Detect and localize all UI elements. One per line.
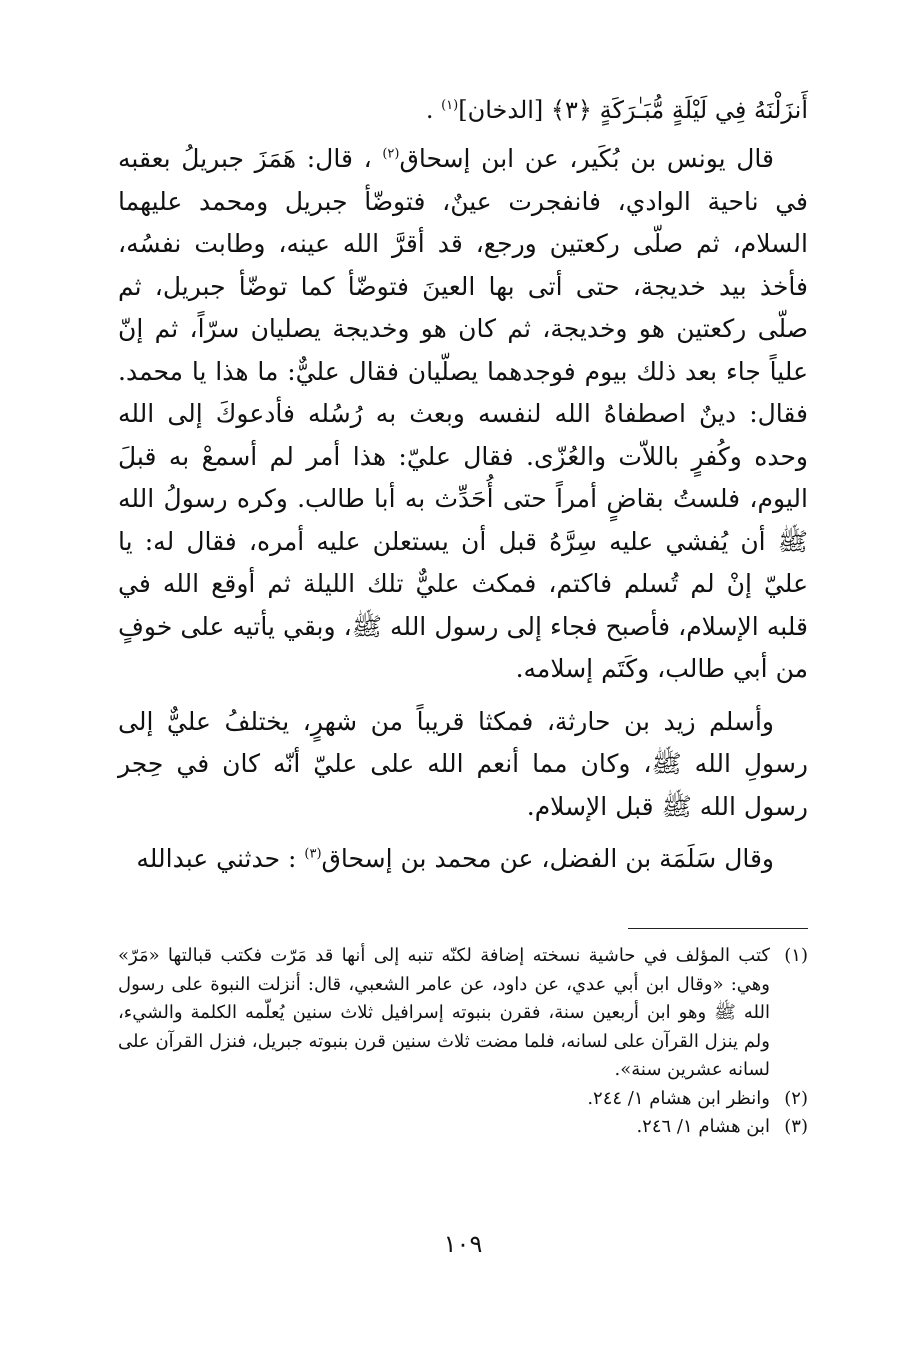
paragraph-1 bbox=[118, 138, 808, 691]
footnote-3 bbox=[118, 1113, 808, 1142]
footnote-ref-1: (١) bbox=[441, 98, 459, 113]
footnote-number: (٢) bbox=[784, 1087, 808, 1109]
paragraph-text: ، قال: هَمَزَ جبريلُ بعقبه في ناحية الوادي، فانفجرت عينٌ، فتوضّأ جبريل ومحمد عليهما السلام، ثم صلّى ركعتين ورجع، قد أقرَّ الله عينه، وطابت نفسُه، فأخذ بيد خديجة، حتى أتى بها العينَ فتوضّأ كما توضّأ جبريل، ثم صلّى ركعتين هو وخديجة، ثم كان هو وخديجة يصليان سرّاً، ثم إنّ علياً جاء بعد ذلك بيوم فوجدهما يصلّيان فقال عليٌّ: ما هذا يا محمد. فقال: دينٌ اصطفاهُ الله لنفسه وبعث به رُسُله فأدعوكَ إلى الله وحده وكُفرٍ باللاّت والعُزّى. فقال عليّ: هذا أمر لم أسمعْ به قبلَ اليوم، فلستُ بقاضٍ أمراً حتى أُحَدِّث به أبا طالب. وكره رسولُ الله ﷺ أن يُفشي عليه سِرَّهُ قبل أن يستعلن عليه أمره، فقال له: يا عليّ إنْ لم تُسلم فاكتم، فمكث عليٌّ تلك الليلة ثم أوقع الله في قلبه الإسلام، فأصبح فجاء إلى رسول الله ﷺ، وبقي يأتيه على خوفٍ من أبي طالب، وكَتَم إسلامه. bbox=[118, 144, 808, 683]
footnote-text: وانظر ابن هشام ١/ ٢٤٤. bbox=[587, 1087, 770, 1109]
footnote-ref-3: (٣) bbox=[304, 846, 322, 862]
footnote-ref-2: (٢) bbox=[382, 146, 400, 162]
footnotes bbox=[118, 942, 808, 1142]
book-page bbox=[118, 88, 808, 1298]
paragraph-text: وأسلم زيد بن حارثة، فمكثا قريباً من شهرٍ، يختلفُ عليٌّ إلى رسولِ الله ﷺ، وكان مما أنعم الله على عليّ أنّه كان في حِجر رسول الله ﷺ قبل الإسلام. bbox=[118, 706, 808, 821]
verse-end: . bbox=[425, 96, 442, 124]
paragraph-2 bbox=[118, 701, 808, 829]
footnote-text: ابن هشام ١/ ٢٤٦. bbox=[636, 1116, 770, 1137]
paragraph-text: قال يونس بن بُكَير، عن ابن إسحاق bbox=[399, 144, 775, 173]
footnote-1 bbox=[118, 942, 808, 1085]
footnote-divider bbox=[628, 928, 808, 929]
footnote-text: كتب المؤلف في حاشية نسخته إضافة لكنّه تنبه إلى أنها قد مَرّت فكتب قبالتها «مَرّ» وهي: «وقال ابن أبي عدي، عن داود، عن عامر الشعبي، قال: أنزلت النبوة على رسول الله ﷺ وهو ابن أربعين سنة، فقرن بنبوته إسرافيل ثلاث سنين يُعلّمه الكلمة والشيء، ولم ينزل القرآن على لسانه، فلما مضت ثلاث سنين قرن بنبوته جبريل، فنزل القرآن على لسانه عشرين سنة». bbox=[118, 945, 770, 1080]
footnote-number: (١) bbox=[784, 945, 808, 966]
page-number: ١٠٩ bbox=[443, 1230, 483, 1258]
main-text bbox=[118, 138, 808, 881]
quran-verse: أَنزَلْنَهُ فِي لَيْلَةٍ مُّبَـٰرَكَةٍ ﴿٣﴾ [الدخان] bbox=[458, 96, 808, 124]
quran-verse-line bbox=[118, 88, 808, 132]
paragraph-text: : حدثني عبدالله bbox=[136, 844, 305, 873]
paragraph-text: وقال سَلَمَة بن الفضل، عن محمد بن إسحاق bbox=[321, 844, 774, 873]
footnote-number: (٣) bbox=[784, 1116, 808, 1137]
paragraph-3 bbox=[118, 838, 808, 881]
footnote-2 bbox=[118, 1085, 808, 1114]
